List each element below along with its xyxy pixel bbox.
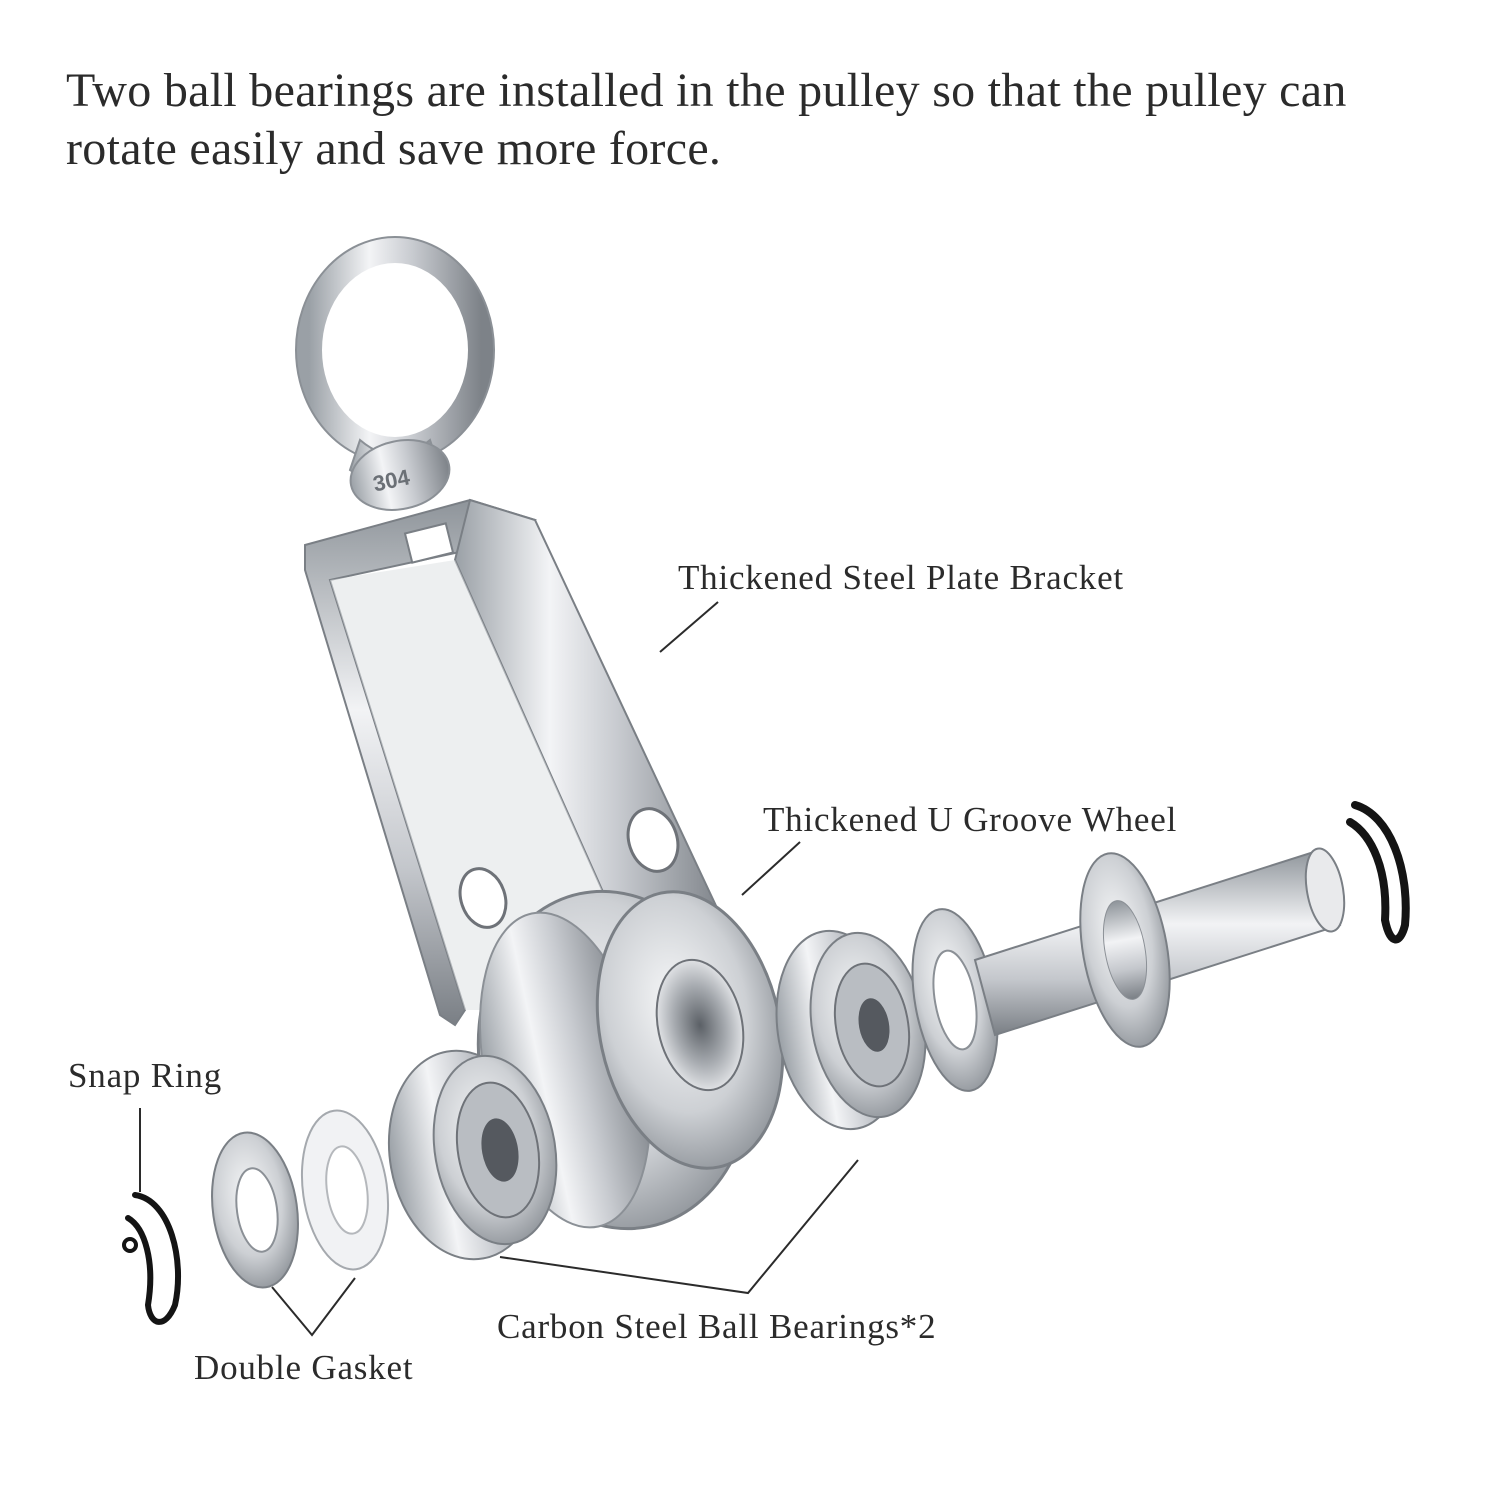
double-gasket — [203, 1105, 398, 1293]
label-gasket: Double Gasket — [194, 1348, 414, 1387]
label-snap-ring: Snap Ring — [68, 1056, 223, 1095]
axle-pin — [900, 846, 1350, 1098]
headline: Two ball bearings are installed in the pulley so that the pulley can rotate easily and save more force. — [66, 64, 1347, 175]
label-wheel: Thickened U Groove Wheel — [763, 800, 1178, 839]
eye-bolt — [296, 237, 494, 519]
label-bearings: Carbon Steel Ball Bearings*2 — [497, 1307, 937, 1346]
leader-line-bracket — [660, 602, 718, 652]
leader-line-gasket — [272, 1278, 355, 1335]
snap-ring-right — [1350, 805, 1406, 939]
leader-line-wheel — [742, 842, 800, 895]
label-bracket: Thickened Steel Plate Bracket — [678, 558, 1124, 597]
snap-ring-left — [128, 1195, 178, 1322]
material-stamp: 304 — [370, 464, 412, 497]
